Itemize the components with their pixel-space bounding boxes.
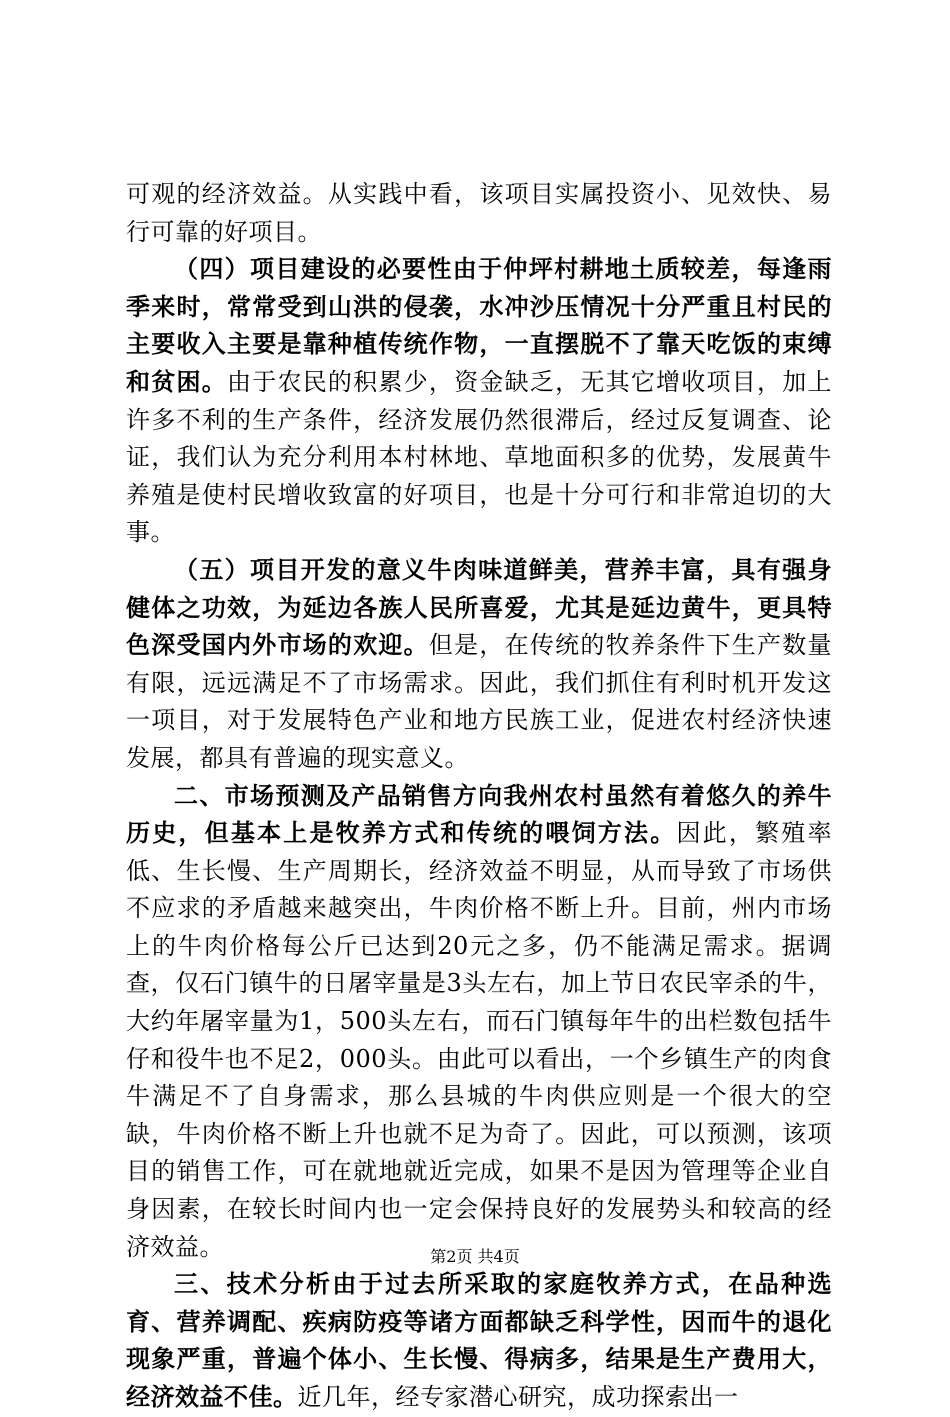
paragraph-1-text: 可观的经济效益。从实践中看，该项目实属投资小、见效快、易行可靠的好项目。 xyxy=(126,180,832,246)
page-footer: 第2页 共4页 xyxy=(430,1247,520,1266)
paragraph-5 xyxy=(126,1266,832,1416)
paragraph-1 xyxy=(126,176,832,251)
paragraph-4-bold: 二、市场预测及产品销售方向我州农村虽然有着悠久的养牛历史，但基本上是牧养方式和传统的喂饲方法。 xyxy=(126,781,832,848)
paragraph-2-text: 由于农民的积累少，资金缺乏，无其它增收项目，加上许多不利的生产条件，经济发展仍然很滞后，经过反复调查、论证，我们认为充分利用本村林地、草地面积多的优势，发展黄牛养殖是使村民增收致富的好项目，也是十分可行和非常迫切的大事。 xyxy=(126,367,833,547)
paragraph-4 xyxy=(126,778,832,1267)
paragraph-4-text: 因此，繁殖率低、生长慢、生产周期长，经济效益不明显，从而导致了市场供不应求的矛盾越来越突出，牛肉价格不断上升。目前，州内市场上的牛肉价格每公斤已达到20元之多，仍不能满足需求。据调查，仅石门镇牛的日屠宰量是3头左右，加上节日农民宰杀的牛，大约年屠宰量为1，500头左右，而石门镇每年牛的出栏数包括牛仔和役牛也不足2，000头。由此可以看出，一个乡镇生产的肉食牛满足不了自身需求，那么县城的牛肉供应则是一个很大的空缺，牛肉价格不断上升也就不足为奇了。因此，可以预测，该项目的销售工作，可在就地就近完成，如果不是因为管理等企业自身因素，在较长时间内也一定会保持良好的发展势头和较高的经济效益。 xyxy=(126,819,833,1261)
document-body xyxy=(126,176,832,1417)
paragraph-5-bold: 三、技术分析由于过去所采取的家庭牧养方式，在品种选育、营养调配、疾病防疫等诸方面都缺乏科学性，因而牛的退化现象严重，普遍个体小、生长慢、得病多，结果是生产费用大，经济效益不佳。 xyxy=(126,1270,832,1411)
paragraph-3-text: 但是，在传统的牧养条件下生产数量有限，远远满足不了市场需求。因此，我们抓住有利时机开发这一项目，对于发展特色产业和地方民族工业，促进农村经济快速发展，都具有普遍的现实意义。 xyxy=(126,631,833,772)
paragraph-5-text: 近几年，经专家潜心研究，成功探索出一 xyxy=(297,1383,739,1411)
paragraph-3-bold: （五）项目开发的意义牛肉味道鲜美，营养丰富，具有强身健体之功效，为延边各族人民所喜爱，尤其是延边黄牛，更具特色深受国内外市场的欢迎。 xyxy=(126,555,832,660)
paragraph-3 xyxy=(126,552,832,778)
paragraph-2 xyxy=(126,251,832,552)
paragraph-2-bold: （四）项目建设的必要性由于仲坪村耕地土质较差，每逢雨季来时，常常受到山洪的侵袭，水冲沙压情况十分严重且村民的主要收入主要是靠种植传统作物，一直摆脱不了靠天吃饭的束缚和贫困。 xyxy=(126,255,832,396)
